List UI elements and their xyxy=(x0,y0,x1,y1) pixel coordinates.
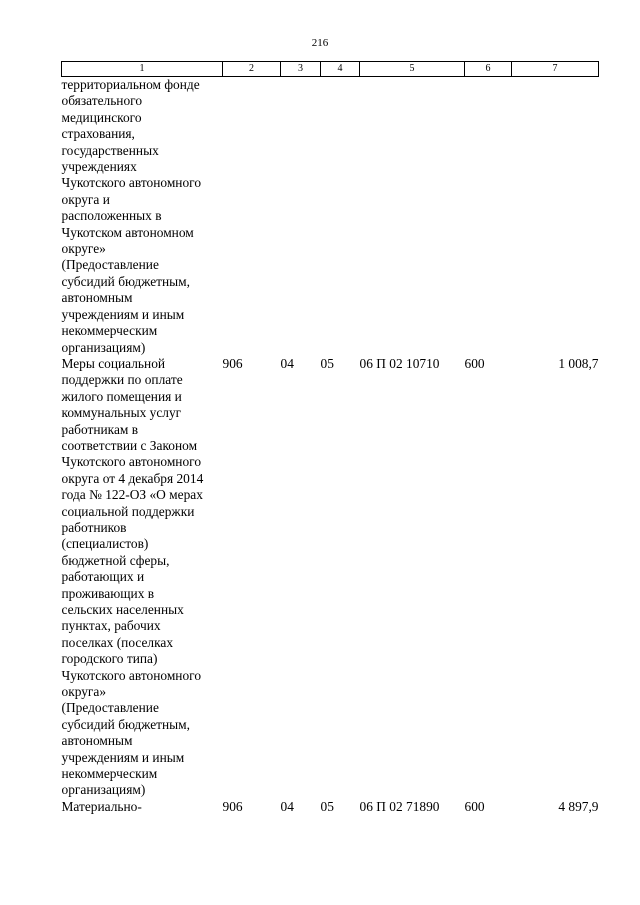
description-line: расположенных в xyxy=(61,208,162,224)
description-line: государственных xyxy=(61,142,159,158)
grbs-cell xyxy=(223,77,281,356)
description-line: социальной поддержки xyxy=(61,503,195,519)
column-number-header-row xyxy=(62,62,599,77)
description-line: соответствии с Законом xyxy=(61,437,198,453)
column-number-header: 5 xyxy=(360,62,465,77)
description-line: пунктах, рабочих xyxy=(61,618,161,634)
description-line: Чукотского автономного xyxy=(61,454,202,470)
table-row xyxy=(62,799,599,815)
budget-table xyxy=(61,61,599,815)
table-row xyxy=(62,356,599,799)
table-row xyxy=(62,77,599,356)
amount-cell: 4 897,9 xyxy=(558,798,599,814)
description-line: обязательного xyxy=(61,93,143,109)
expense-type-cell xyxy=(465,77,512,356)
description-line: жилого помещения и xyxy=(61,388,182,404)
description-line: (специалистов) xyxy=(61,536,149,552)
description-line: Меры социальной xyxy=(61,355,166,371)
column-number-header: 6 xyxy=(465,62,512,77)
description-line: округа» xyxy=(61,684,107,700)
amount-cell xyxy=(512,77,599,356)
description-line: округа и xyxy=(61,191,110,207)
description-line: учреждениях xyxy=(61,159,137,175)
column-number-header: 3 xyxy=(281,62,321,77)
description-line: страхования, xyxy=(61,126,135,142)
description-line: учреждениям и иным xyxy=(61,306,185,322)
amount-cell: 1 008,7 xyxy=(558,355,599,371)
description-line: субсидий бюджетным, xyxy=(61,716,191,732)
subsection-cell: 05 xyxy=(320,355,334,371)
target-article-cell xyxy=(360,77,465,356)
target-article-cell: 06 П 02 10710 xyxy=(359,355,440,371)
description-line: Материально- xyxy=(61,798,142,814)
description-line: учреждениям и иным xyxy=(61,749,185,765)
description-line: Чукотского автономного xyxy=(61,175,202,191)
column-number-header: 7 xyxy=(512,62,599,77)
description-line: округе» xyxy=(61,241,106,257)
section-cell: 04 xyxy=(280,355,294,371)
description-line: некоммерческим xyxy=(61,766,158,782)
subsection-cell xyxy=(321,77,360,356)
description-line: автономным xyxy=(61,733,133,749)
description-line: работающих и xyxy=(61,569,145,585)
subsection-cell: 05 xyxy=(320,798,334,814)
description-line: территориальном фонде xyxy=(61,77,200,92)
description-cell xyxy=(62,77,223,356)
target-article-cell: 06 П 02 71890 xyxy=(359,798,440,814)
description-line: некоммерческим xyxy=(61,323,158,339)
expense-type-cell: 600 xyxy=(464,355,485,371)
grbs-cell: 906 xyxy=(222,355,243,371)
section-cell xyxy=(281,77,321,356)
column-number-header: 2 xyxy=(223,62,281,77)
description-line: коммунальных услуг xyxy=(61,405,182,421)
description-line: (Предоставление xyxy=(61,700,159,716)
description-line: Чукотском автономном xyxy=(61,224,194,240)
expense-type-cell: 600 xyxy=(464,798,485,814)
description-line: медицинского xyxy=(61,109,142,125)
description-line: организациям) xyxy=(61,339,146,355)
column-number-header: 4 xyxy=(321,62,360,77)
column-number-header: 1 xyxy=(62,62,223,77)
description-line: автономным xyxy=(61,290,133,306)
description-line: городского типа) xyxy=(61,651,158,667)
description-line: поселках (поселках xyxy=(61,634,174,650)
description-line: Чукотского автономного xyxy=(61,667,202,683)
description-line: (Предоставление xyxy=(61,257,159,273)
grbs-cell: 906 xyxy=(222,798,243,814)
description-line: поддержки по оплате xyxy=(61,372,183,388)
description-line: сельских населенных xyxy=(61,602,184,617)
description-line: работникам в xyxy=(61,421,139,437)
description-line: проживающих в xyxy=(61,585,155,601)
description-line: организациям) xyxy=(61,782,146,798)
description-line: субсидий бюджетным, xyxy=(61,273,191,289)
description-line: бюджетной сферы, xyxy=(61,552,170,568)
section-cell: 04 xyxy=(280,798,294,814)
page-number: 216 xyxy=(311,37,329,49)
description-line: года № 122-ОЗ «О мерах xyxy=(61,487,203,503)
description-cell xyxy=(62,799,223,815)
description-cell xyxy=(62,356,223,799)
description-line: округа от 4 декабря 2014 xyxy=(61,470,204,486)
description-line: работников xyxy=(61,519,127,535)
